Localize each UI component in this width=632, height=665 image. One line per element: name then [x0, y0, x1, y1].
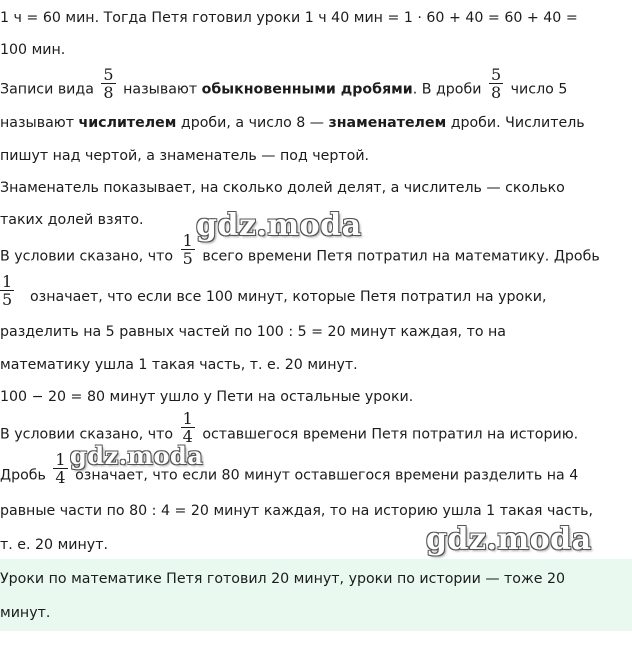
watermark-logo: gdz.moda [70, 441, 204, 470]
text-line: таких долей взято. [0, 212, 144, 228]
fraction-one-fifth-block [0, 273, 14, 308]
fraction-one-fifth: $\frac{1}{5}$ [182, 231, 193, 268]
text-line: т. е. 20 минут. [0, 537, 108, 553]
text-line: математику ушла 1 такая часть, т. е. 20 минут. [0, 357, 358, 373]
answer-block [0, 559, 632, 631]
fraction-one-fifth: $\frac{1}{5}$ [2, 272, 13, 309]
text-line: означает, что если все 100 минут, которые Петя потратил на уроки, [30, 289, 547, 305]
text-line: 100 − 20 = 80 минут ушло у Пети на остальные уроки. [0, 389, 414, 405]
text-line: называют числителем дроби, а число 8 — знаменателем дроби. Числитель [0, 115, 585, 131]
text-line: Дробь $\frac{1}{4}$ означает, что если 80 минут оставшегося времени разделить на 4 [0, 450, 579, 487]
text-line: равные части по 80 : 4 = 20 минут каждая, то на историю ушла 1 такая часть, [0, 503, 593, 519]
term-denominator: знаменателем [328, 115, 447, 131]
fraction-one-fourth: $\frac{1}{4}$ [182, 409, 193, 446]
term-common-fractions: обыкновенными дробями [201, 81, 413, 98]
text-line: разделить на 5 равных частей по 100 : 5 = 20 минут каждая, то на [0, 324, 507, 340]
text-line: Знаменатель показывает, на сколько долей делят, а числитель — сколько [0, 180, 565, 196]
watermark-logo: gdz.moda [426, 522, 592, 557]
text-line: В условии сказано, что $\frac{1}{4}$ оставшегося времени Петя потратил на историю. [0, 409, 579, 446]
fraction-one-fourth: $\frac{1}{4}$ [55, 450, 66, 487]
fraction-five-eighths: $\frac{5}{8}$ [103, 65, 114, 102]
text-line: В условии сказано, что $\frac{1}{5}$ всего времени Петя потратил на математику. Дробь [0, 231, 600, 268]
watermark-logo: gdz.moda [196, 208, 362, 243]
text-line: 100 мин. [0, 42, 66, 58]
answer-line: минут. [0, 605, 51, 621]
text-line: пишут над чертой, а знаменатель — под чертой. [0, 148, 370, 164]
text-line: Записи вида $\frac{5}{8}$ называют обыкновенными дробями. В дроби $\frac{5}{8}$ число 5 [0, 65, 568, 102]
term-numerator: числителем [78, 115, 177, 131]
text-line: 1 ч = 60 мин. Тогда Петя готовил уроки 1 ч 40 мин = 1 · 60 + 40 = 60 + 40 = [0, 10, 578, 26]
fraction-five-eighths: $\frac{5}{8}$ [490, 65, 502, 102]
answer-line: Уроки по математике Петя готовил 20 минут, уроки по истории — тоже 20 [0, 571, 566, 587]
